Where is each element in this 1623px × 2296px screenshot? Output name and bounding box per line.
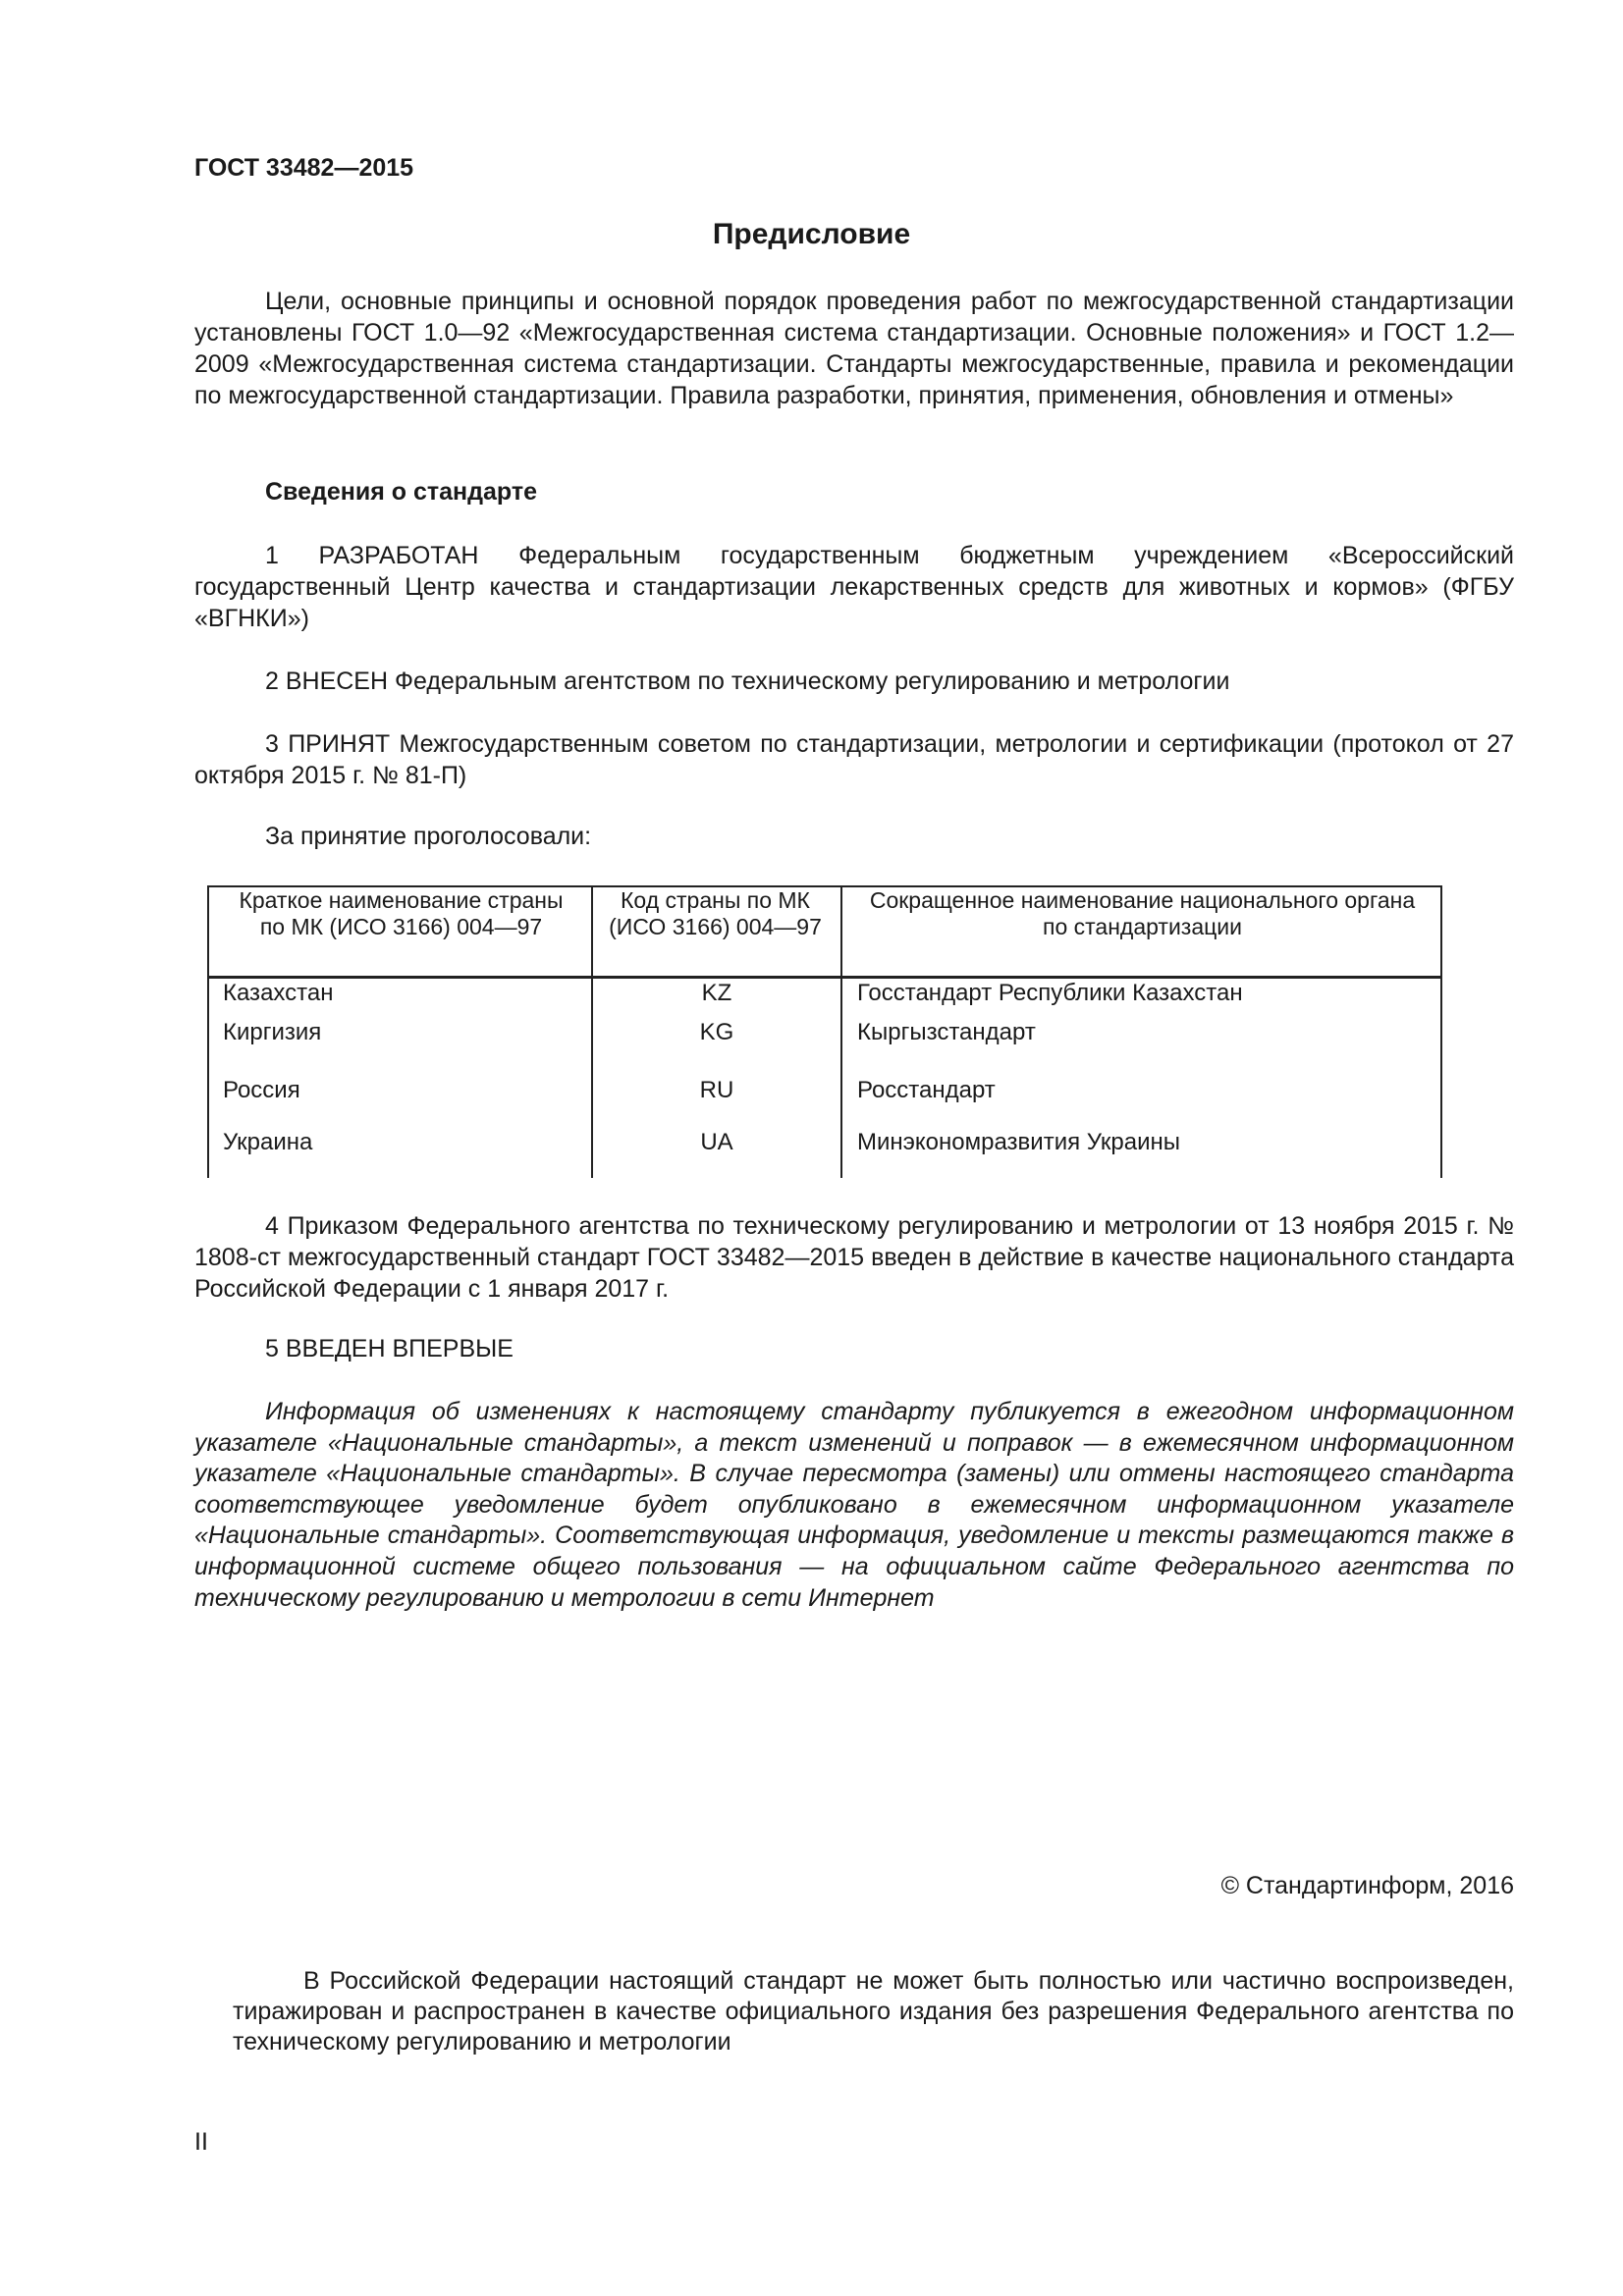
table-header-divider (207, 976, 1442, 979)
page-title: Предисловие (712, 218, 911, 250)
item-2-text: 2 ВНЕСЕН Федеральным агентством по техническому регулированию и метрологии (265, 667, 1230, 695)
table-row-1-body: Госстандарт Республики Казахстан (857, 980, 1243, 1006)
item-4-text: 4 Приказом Федерального агентства по техническому регулированию и метрологии от 13 ноября 2015 г. № 1808-ст межгосударственный стандарт ГОСТ 33482—2015 введен в действие в качестве национального стандарта Российской Федерации с 1 января 2017 г. (194, 1212, 1514, 1303)
item-1 (194, 540, 1514, 634)
item-4 (194, 1210, 1514, 1305)
table-row-3-body: Росстандарт (857, 1077, 996, 1103)
changes-info-paragraph (194, 1397, 1514, 1614)
table-row-4-country: Украина (223, 1129, 313, 1155)
item-5 (194, 1335, 1514, 1363)
reproduction-notice-text: В Российской Федерации настоящий стандарт не может быть полностью или частично воспроизведен, тиражирован и распространен в качестве официального издания без разрешения Федерального агентства по техническому регулированию и метрологии (233, 1967, 1514, 2056)
table-row-2-body: Кыргызстандарт (857, 1019, 1036, 1045)
voting-table (207, 885, 1442, 1178)
item-2 (194, 666, 1514, 697)
table-col-divider-2 (840, 885, 842, 1178)
table-row-2-code: KG (699, 1019, 734, 1045)
table-row-1-code: KZ (701, 980, 732, 1006)
intro-paragraph (194, 286, 1514, 411)
table-row-3-code: RU (699, 1077, 734, 1103)
table-row-4-body: Минэкономразвития Украины (857, 1129, 1181, 1155)
page-number: II (194, 2128, 208, 2156)
changes-info-text: Информация об изменениях к настоящему стандарту публикуется в ежегодном информационном указателе «Национальные стандарты», а текст изменений и поправок — в ежемесячном информационном указателе «Национальные стандарты». В случае пересмотра (замены) или отмены настоящего стандарта соответствующее уведомление будет опубликовано в ежемесячном информационном указателе «Национальные стандарты». Соответствующая информация, уведомление и тексты размещаются также в информационной системе общего пользования — на официальном сайте Федерального агентства по техническому регулированию и метрологии в сети Интернет (194, 1398, 1514, 1612)
table-row-3-country: Россия (223, 1077, 300, 1103)
table-header-body: Сокращенное наименование национального органа по стандартизации (869, 887, 1416, 939)
item-5-text: 5 ВВЕДЕН ВПЕРВЫЕ (265, 1335, 514, 1362)
document-code: ГОСТ 33482—2015 (194, 154, 414, 182)
table-header-country: Краткое наименование страны по МК (ИСО 3166) 004—97 (239, 887, 564, 939)
intro-text: Цели, основные принципы и основной порядок проведения работ по межгосударственной стандартизации установлены ГОСТ 1.0—92 «Межгосударственная система стандартизации. Основные положения» и ГОСТ 1.2—2009 «Межгосударственная система стандартизации. Стандарты межгосударственные, правила и рекомендации по межгосударственной стандартизации. Правила разработки, принятия, применения, обновления и отмены» (194, 288, 1514, 409)
item-1-text: 1 РАЗРАБОТАН Федеральным государственным бюджетным учреждением «Всероссийский государственный Центр качества и стандартизации лекарственных средств для животных и кормов» (ФГБУ «ВГНКИ») (194, 542, 1514, 632)
reproduction-notice (233, 1966, 1514, 2057)
table-row-2-country: Киргизия (223, 1019, 322, 1045)
item-3 (194, 728, 1514, 791)
table-row-4-code: UA (700, 1129, 733, 1155)
votes-label: За принятие проголосовали: (265, 823, 592, 850)
section-subheading: Сведения о стандарте (265, 478, 538, 506)
item-3-text: 3 ПРИНЯТ Межгосударственным советом по стандартизации, метрологии и сертификации (протокол от 27 октября 2015 г. № 81-П) (194, 730, 1514, 789)
table-right-border (1440, 885, 1442, 1178)
table-left-border (207, 885, 209, 1178)
copyright-line: © Стандартинформ, 2016 (1220, 1872, 1514, 1899)
table-header-code: Код страны по МК (ИСО 3166) 004—97 (609, 887, 822, 939)
table-row-1-country: Казахстан (223, 980, 334, 1006)
